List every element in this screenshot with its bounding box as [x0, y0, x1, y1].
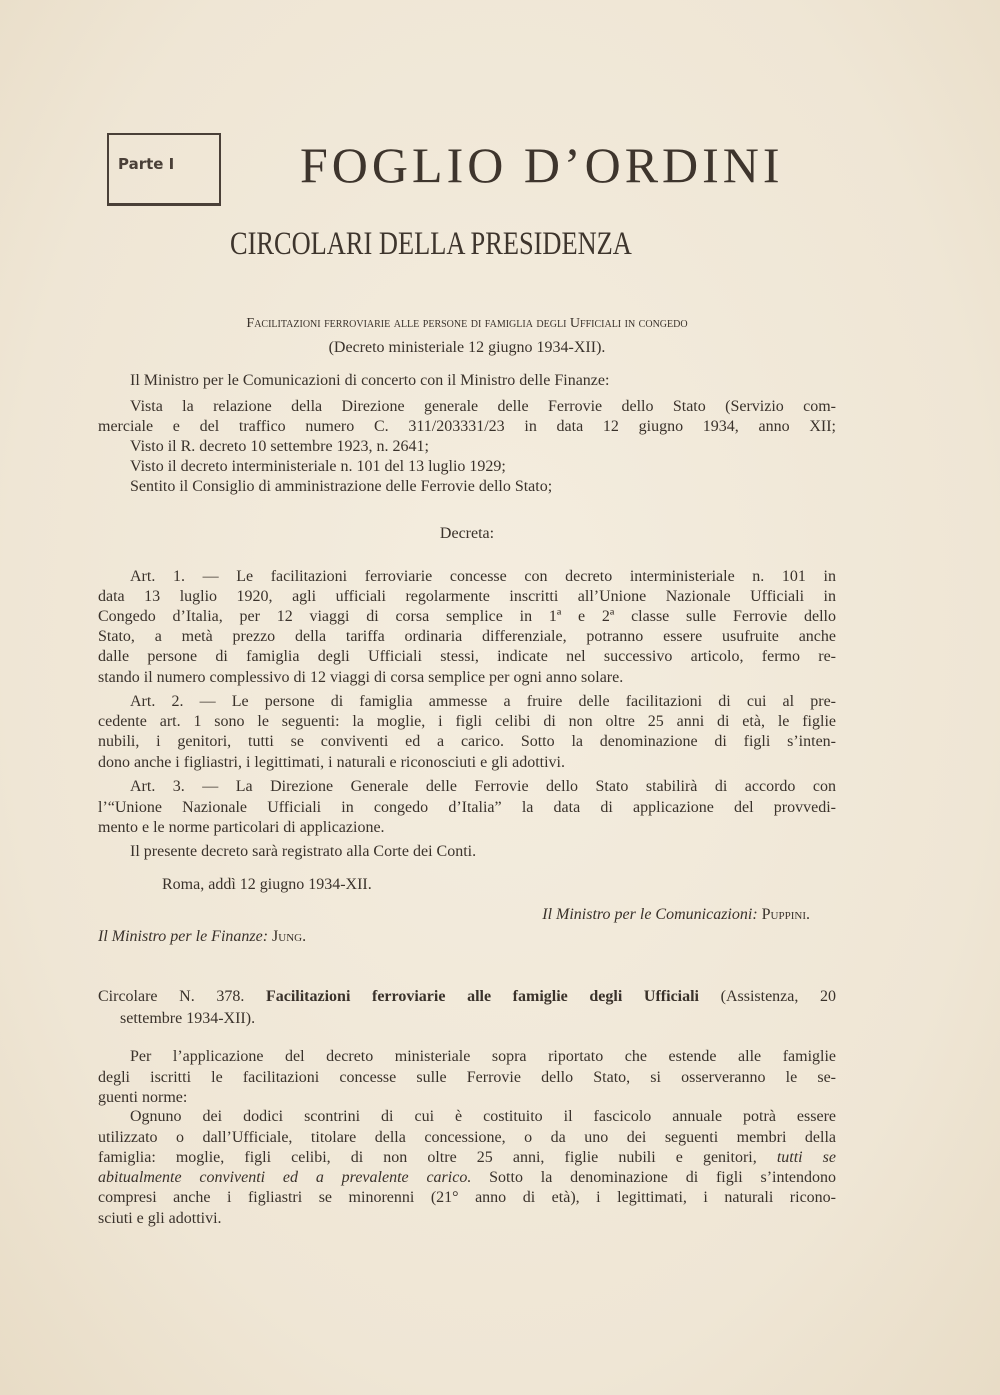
- decreta-heading: Decreta:: [439, 525, 495, 542]
- circular-para-line: utilizzato o dall’Ufficiale, titolare della concessione, o da uno dei seguenti membri della: [98, 1129, 836, 1146]
- text-segment: famiglia: moglie, figli celibi, di non oltre 25 anni, figlie nubili e genitori,: [98, 1149, 757, 1166]
- circular-para-line: Per l’applicazione del decreto ministeriale sopra riportato che estende alle famiglie: [130, 1048, 836, 1065]
- decree-heading: Facilitazioni ferroviarie alle persone di famiglia degli Ufficiali in congedo: [246, 316, 688, 331]
- registration-line: Il presente decreto sarà registrato alla Corte dei Conti.: [130, 843, 477, 860]
- circular-para-line: [98, 1168, 836, 1188]
- signature-name: Puppini.: [761, 906, 810, 923]
- article-1-line: dalle persone di famiglia degli Ufficiali stessi, indicate nel successivo articolo, fermo re-: [98, 648, 836, 665]
- article-1-line: Stato, a metà prezzo della tariffa ordinaria differenziale, potranno essere usufruite anche: [98, 628, 836, 645]
- article-1-line: stando il numero complessivo di 12 viaggi di corsa semplice per ogni anno solare.: [98, 669, 624, 686]
- article-1-line: Congedo d’Italia, per 12 viaggi di corsa semplice in 1ª e 2ª classe sulle Ferrovie dello: [98, 608, 836, 625]
- circular-heading: [98, 987, 836, 1007]
- signature-role: Il Ministro per le Finanze:: [98, 928, 269, 945]
- circular-number: Circolare N. 378.: [98, 988, 245, 1005]
- part-label: Parte I: [118, 155, 175, 173]
- article-1-line: data 13 luglio 1920, agli ufficiali regolarmente inscritti all’Unione Nazionale Ufficiali in: [98, 588, 836, 605]
- circular-note: (Assistenza, 20: [720, 988, 837, 1005]
- article-2-line: Art. 2. — Le persone di famiglia ammesse a fruire delle facilitazioni di cui al pre-: [130, 693, 836, 710]
- article-2-line: nubili, i genitori, tutti se conviventi ed a carico. Sotto la denominazione di figli s’inten-: [98, 733, 836, 750]
- circular-para-line: compresi anche i figliastri se minorenni (21° anno di età), i legittimati, i naturali ricono-: [98, 1189, 836, 1206]
- italic-segment: tutti se: [776, 1149, 837, 1166]
- place-date: Roma, addì 12 giugno 1934-XII.: [162, 876, 372, 893]
- italic-segment: abitualmente conviventi ed a prevalente carico.: [98, 1169, 472, 1186]
- preamble-line: Visto il decreto interministeriale n. 101 del 13 luglio 1929;: [130, 458, 506, 475]
- preamble-line: merciale e del traffico numero C. 311/203331/23 in data 12 giugno 1934, anno XII;: [98, 418, 836, 435]
- circular-para-line: Ognuno dei dodici scontrini di cui è costituito il fascicolo annuale potrà essere: [130, 1108, 836, 1125]
- circular-para-line: [98, 1148, 836, 1168]
- page-title: FOGLIO D’ORDINI: [300, 137, 784, 193]
- preamble-line: Il Ministro per le Comunicazioni di concerto con il Ministro delle Finanze:: [130, 372, 610, 389]
- preamble-line: Visto il R. decreto 10 settembre 1923, n. 2641;: [130, 438, 429, 455]
- decree-heading-note: (Decreto ministeriale 12 giugno 1934-XII).: [328, 339, 606, 356]
- circular-title: Facilitazioni ferroviarie alle famiglie degli Ufficiali: [265, 988, 699, 1005]
- article-3-line: l’“Unione Nazionale Ufficiali in congedo d’Italia” la data di applicazione del provvedi-: [98, 799, 836, 816]
- article-1-line: Art. 1. — Le facilitazioni ferroviarie concesse con decreto interministeriale n. 101 in: [130, 568, 836, 585]
- article-2-line: dono anche i figliastri, i legittimati, i naturali e riconosciuti e gli adottivi.: [98, 754, 565, 771]
- signature-role: Il Ministro per le Comunicazioni:: [542, 906, 758, 923]
- circular-para-line: sciuti e gli adottivi.: [98, 1210, 222, 1227]
- circular-para-line: guenti norme:: [98, 1089, 188, 1106]
- article-3-line: mento e le norme particolari di applicazione.: [98, 819, 385, 836]
- circular-note-end: settembre 1934-XII).: [120, 1010, 256, 1027]
- signature-name: Jung.: [272, 928, 307, 945]
- preamble-line: Vista la relazione della Direzione generale delle Ferrovie dello Stato (Servizio com-: [130, 398, 836, 415]
- signature-finance: [98, 927, 836, 947]
- signature-communications: [542, 905, 810, 925]
- section-title: CIRCOLARI DELLA PRESIDENZA: [230, 226, 632, 262]
- preamble-line: Sentito il Consiglio di amministrazione delle Ferrovie dello Stato;: [130, 478, 553, 495]
- text-segment: Sotto la denominazione di figli s’intendono: [489, 1169, 837, 1186]
- circular-para-line: degli iscritti le facilitazioni concesse sulle Ferrovie dello Stato, si osserveranno le se-: [98, 1069, 836, 1086]
- article-3-line: Art. 3. — La Direzione Generale delle Ferrovie dello Stato stabilirà di accordo con: [130, 778, 836, 795]
- article-2-line: cedente art. 1 sono le seguenti: la moglie, i figli celibi di non oltre 25 anni di età, le figlie: [98, 713, 836, 730]
